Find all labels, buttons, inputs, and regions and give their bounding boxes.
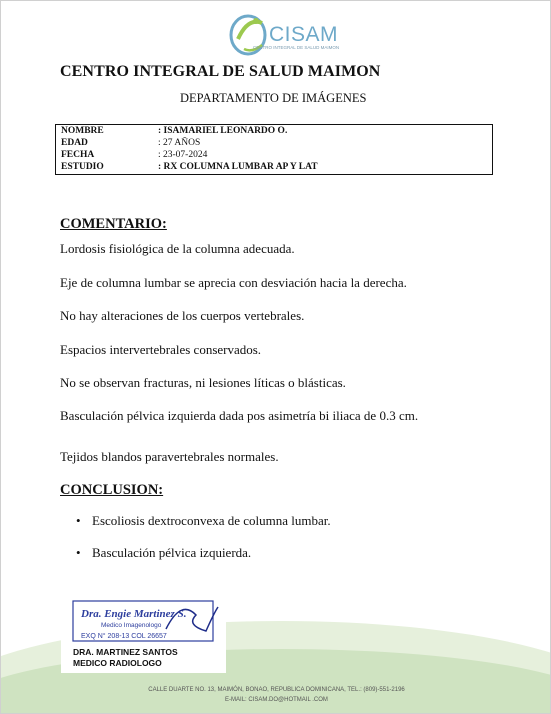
- comment-line: Espacios intervertebrales conservados.: [60, 342, 262, 357]
- signature-stamp-icon: [71, 599, 221, 643]
- conclusion-list: [76, 513, 331, 577]
- conclusion-item: Escoliosis dextroconvexa de columna lumbar.: [92, 513, 331, 528]
- comment-line: Basculación pélvica izquierda dada pos asimetría bi iliaca de 0.3 cm.: [60, 408, 419, 423]
- department-title: DEPARTAMENTO DE IMÁGENES: [180, 91, 367, 105]
- svg-text:Dra. Engie Martinez S.: Dra. Engie Martinez S.: [81, 608, 187, 620]
- comment-line: Eje de columna lumbar se aprecia con desviación hacia la derecha.: [60, 275, 407, 290]
- document-title: CENTRO INTEGRAL DE SALUD MAIMON: [60, 63, 381, 80]
- conclusion-item: Basculación pélvica izquierda.: [92, 545, 252, 560]
- conclusion-heading: CONCLUSION:: [60, 482, 164, 498]
- age-label: EDAD: [61, 138, 88, 148]
- svg-text:EXQ N° 208-13 COL 26657: EXQ N° 208-13 COL 26657: [81, 633, 167, 640]
- footer-address: CALLE DUARTE NO. 13, MAIMÓN, BONAO, REPUBLICA DOMINICANA, TEL.: (809)-551-2196: [148, 687, 405, 693]
- list-item: [76, 545, 331, 577]
- signature-block: [61, 593, 226, 673]
- comment-line: Lordosis fisiológica de la columna adecuada.: [60, 241, 295, 256]
- name-value: : ISAMARIEL LEONARDO O.: [158, 126, 288, 136]
- signer-title: MEDICO RADIOLOGO: [73, 658, 162, 668]
- signer-name: [73, 647, 178, 669]
- comment-line: No se observan fracturas, ni lesiones líticas o blásticas.: [60, 375, 346, 390]
- age-value: : 27 AÑOS: [158, 138, 201, 148]
- date-label: FECHA: [61, 150, 95, 160]
- svg-text:Medico Imagenologo: Medico Imagenologo: [101, 622, 162, 629]
- comment-heading: COMENTARIO:: [60, 216, 167, 232]
- bullet-icon: •: [76, 513, 81, 528]
- name-label: NOMBRE: [61, 126, 104, 136]
- date-value: : 23-07-2024: [158, 150, 208, 160]
- bullet-icon: •: [76, 545, 81, 560]
- footer-email: E-MAIL: CISAM.DO@HOTMAIL .COM: [225, 697, 328, 703]
- comment-line: No hay alteraciones de los cuerpos vertebrales.: [60, 308, 305, 323]
- study-value: : RX COLUMNA LUMBAR AP Y LAT: [158, 162, 318, 172]
- comment-line: Tejidos blandos paravertebrales normales.: [60, 449, 279, 464]
- list-item: [76, 513, 331, 545]
- logo-wordmark: CISAM: [269, 23, 339, 46]
- patient-info-box: [55, 124, 493, 175]
- signer-name-text: DRA. MARTINEZ SANTOS: [73, 647, 178, 657]
- study-label: ESTUDIO: [61, 162, 104, 172]
- logo-subtitle: CENTRO INTEGRAL DE SALUD MAIMON: [253, 45, 340, 50]
